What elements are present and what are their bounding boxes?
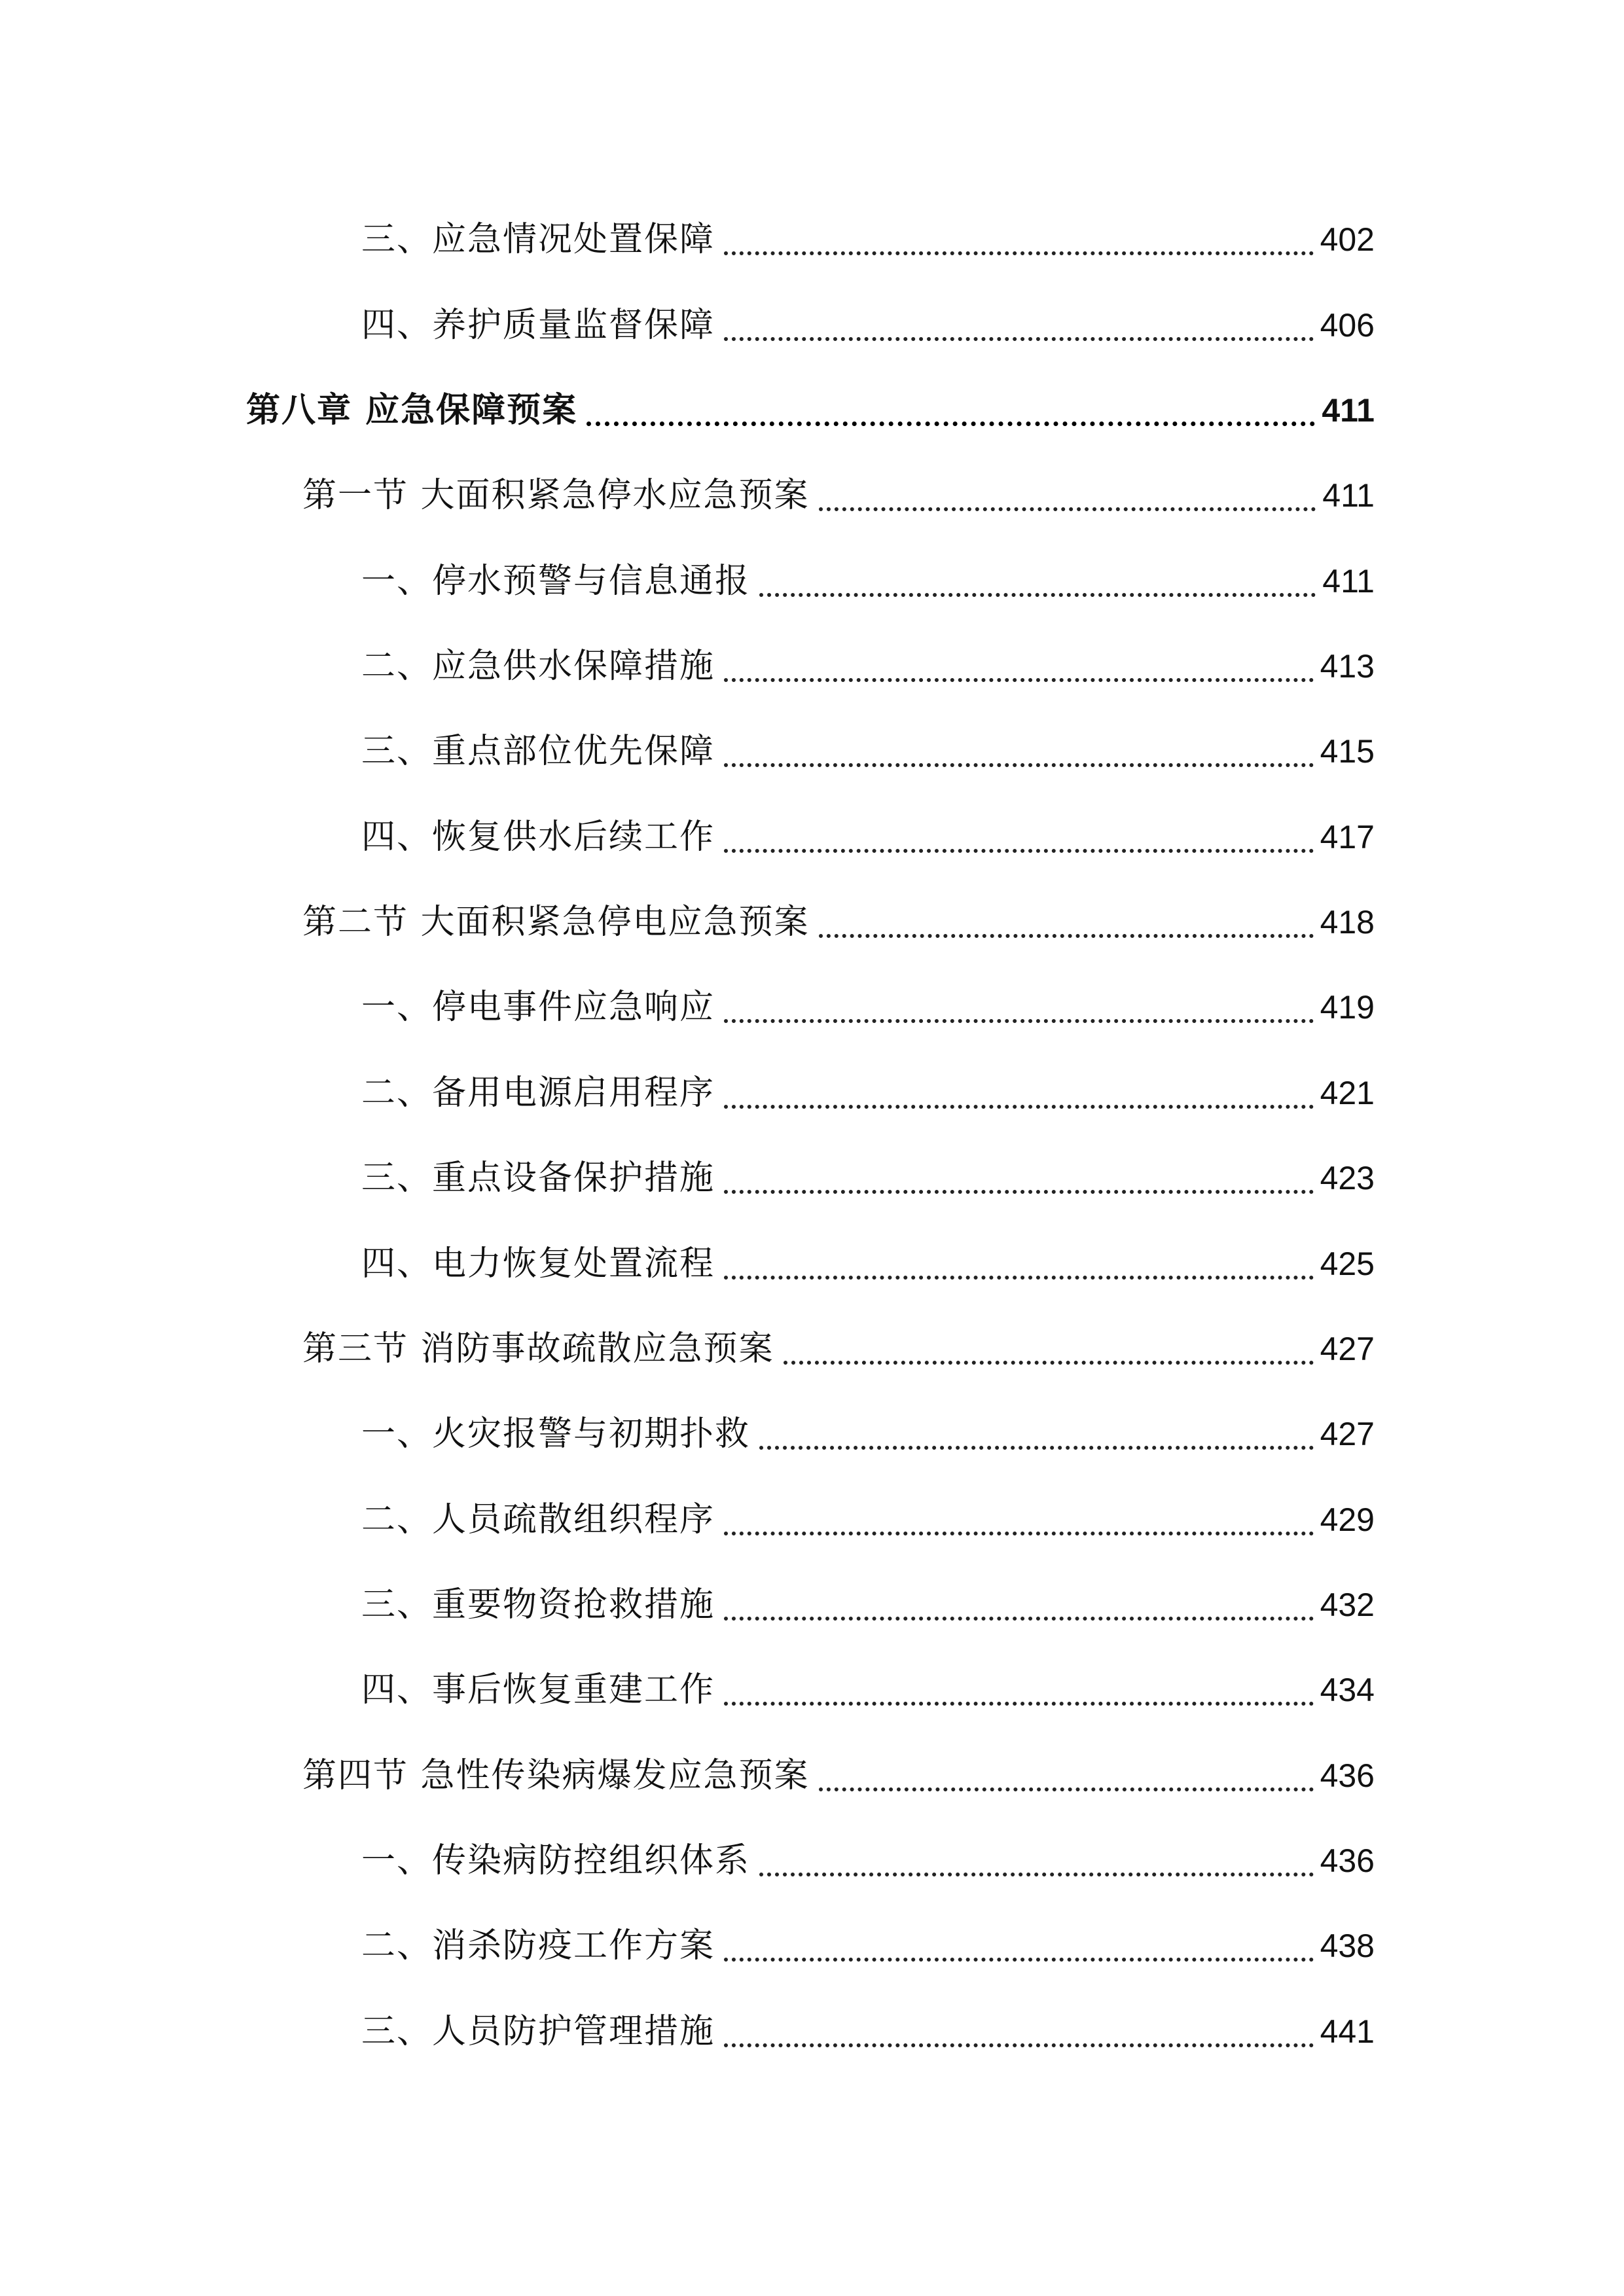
dot-leader	[724, 1617, 1314, 1621]
toc-item[interactable]	[361, 208, 1375, 271]
dot-leader	[759, 1446, 1314, 1450]
toc-item-label: 四、养护质量监督保障	[361, 306, 715, 345]
dot-leader	[759, 1873, 1314, 1876]
toc-item-page-number: 425	[1320, 1246, 1375, 1282]
toc-item-label: 三、重点部位优先保障	[361, 732, 715, 771]
toc-item-page-number: 429	[1320, 1501, 1375, 1538]
toc-item-label: 四、恢复供水后续工作	[361, 817, 715, 857]
dot-leader	[724, 1532, 1314, 1535]
toc-item-page-number: 406	[1320, 307, 1375, 344]
toc-item-page-number: 432	[1320, 1587, 1375, 1623]
dot-leader	[724, 251, 1314, 255]
toc-item[interactable]	[361, 1062, 1375, 1124]
toc-item[interactable]	[361, 1914, 1375, 1977]
toc-section-label: 第三节 消防事故疏散应急预案	[302, 1329, 774, 1369]
dot-leader	[724, 1702, 1314, 1706]
dot-leader	[724, 2043, 1314, 2047]
toc-item[interactable]	[361, 550, 1375, 613]
toc-item-label: 四、电力恢复处置流程	[361, 1244, 715, 1283]
dot-leader	[724, 849, 1314, 853]
toc-section-page-number: 411	[1322, 477, 1375, 514]
toc-section[interactable]	[302, 1744, 1375, 1807]
toc-item-page-number: 423	[1320, 1160, 1375, 1196]
toc-item[interactable]	[361, 2000, 1375, 2063]
toc-item[interactable]	[361, 1147, 1375, 1210]
toc-item-page-number: 419	[1320, 989, 1375, 1026]
dot-leader	[586, 422, 1315, 426]
toc-item-page-number: 413	[1320, 648, 1375, 685]
dot-leader	[784, 1361, 1314, 1365]
toc-item[interactable]	[361, 720, 1375, 783]
dot-leader	[724, 763, 1314, 767]
toc-chapter-page-number: 411	[1322, 392, 1375, 429]
dot-leader	[819, 934, 1314, 938]
toc-item-label: 一、停电事件应急响应	[361, 988, 715, 1027]
dot-leader	[724, 1105, 1314, 1109]
dot-leader	[724, 1019, 1314, 1023]
toc-item-label: 三、应急情况处置保障	[361, 220, 715, 259]
toc-item-label: 四、事后恢复重建工作	[361, 1670, 715, 1710]
toc-item[interactable]	[361, 635, 1375, 698]
toc-item-page-number: 436	[1320, 1842, 1375, 1879]
toc-item-page-number: 427	[1320, 1416, 1375, 1452]
toc-item[interactable]	[361, 1232, 1375, 1295]
toc-section[interactable]	[302, 464, 1375, 527]
toc-item-label: 三、重点设备保护措施	[361, 1158, 715, 1198]
toc-item-page-number: 434	[1320, 1672, 1375, 1708]
toc-item[interactable]	[361, 1829, 1375, 1892]
dot-leader	[819, 1787, 1314, 1791]
dot-leader	[819, 507, 1316, 511]
toc-item-label: 一、停水预警与信息通报	[361, 562, 751, 601]
dot-leader	[724, 1276, 1314, 1280]
toc-item[interactable]	[361, 1488, 1375, 1551]
toc-item-label: 二、应急供水保障措施	[361, 647, 715, 686]
toc-section-page-number: 427	[1320, 1331, 1375, 1367]
toc-item[interactable]	[361, 1573, 1375, 1636]
dot-leader	[724, 1958, 1314, 1962]
toc-item-label: 二、消杀防疫工作方案	[361, 1926, 715, 1965]
toc-item-page-number: 417	[1320, 819, 1375, 855]
toc-item[interactable]	[361, 976, 1375, 1039]
toc-chapter[interactable]	[246, 379, 1375, 442]
toc-section-page-number: 436	[1320, 1757, 1375, 1794]
toc-chapter-label: 第八章 应急保障预案	[246, 391, 578, 430]
dot-leader	[724, 1190, 1314, 1194]
toc-item-label: 三、人员防护管理措施	[361, 2012, 715, 2051]
toc-item-label: 一、传染病防控组织体系	[361, 1841, 751, 1880]
toc-item-label: 三、重要物资抢救措施	[361, 1585, 715, 1624]
dot-leader	[759, 593, 1316, 597]
toc-section-label: 第一节 大面积紧急停水应急预案	[302, 476, 810, 515]
toc-item-label: 二、人员疏散组织程序	[361, 1500, 715, 1539]
toc-item-page-number: 411	[1322, 563, 1375, 600]
toc-section-page-number: 418	[1320, 904, 1375, 941]
toc-item-label: 一、火灾报警与初期扑救	[361, 1414, 751, 1454]
toc-item-label: 二、备用电源启用程序	[361, 1073, 715, 1113]
toc-item-page-number: 438	[1320, 1928, 1375, 1964]
toc-section[interactable]	[302, 1318, 1375, 1380]
toc-section-label: 第四节 急性传染病爆发应急预案	[302, 1756, 810, 1795]
toc-item-page-number: 421	[1320, 1075, 1375, 1111]
toc-item-page-number: 402	[1320, 221, 1375, 258]
dot-leader	[724, 337, 1314, 341]
toc-item-page-number: 441	[1320, 2013, 1375, 2050]
toc-item[interactable]	[361, 1659, 1375, 1721]
dot-leader	[724, 678, 1314, 682]
toc-item-page-number: 415	[1320, 733, 1375, 770]
toc-item[interactable]	[361, 1403, 1375, 1465]
toc-section-label: 第二节 大面积紧急停电应急预案	[302, 903, 810, 942]
toc-section[interactable]	[302, 891, 1375, 954]
toc-item[interactable]	[361, 294, 1375, 357]
toc-item[interactable]	[361, 806, 1375, 869]
